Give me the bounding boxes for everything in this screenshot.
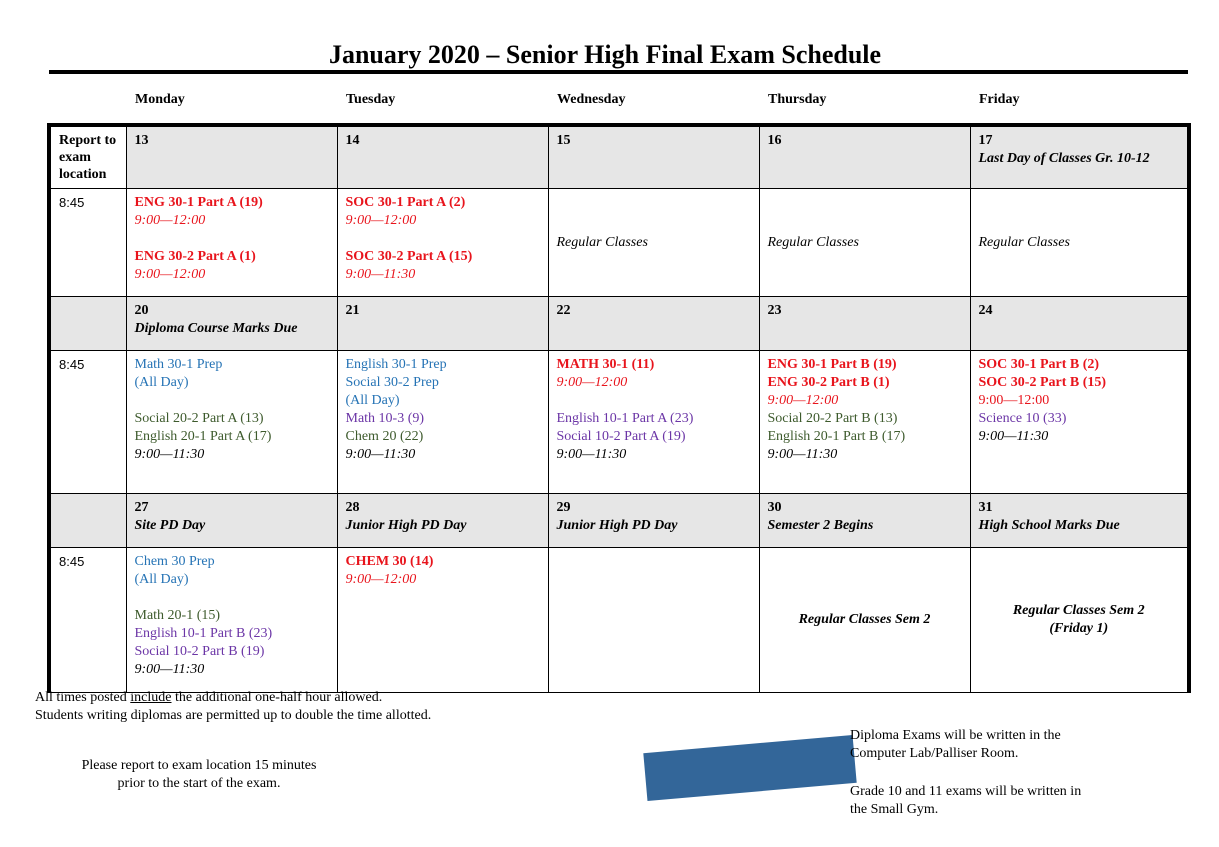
- exam-entry: Social 10-2 Part A (19): [556, 429, 686, 444]
- exam-cell: [970, 351, 1189, 494]
- exam-time: 9:00—12:00: [345, 213, 417, 228]
- exam-entry: English 10-1 Part A (23): [556, 411, 694, 426]
- day-header-tuesday: Tuesday: [346, 92, 396, 107]
- report-time: 8:45: [59, 195, 85, 210]
- date-row-week-1: [49, 125, 1189, 189]
- regular-classes-text: Regular Classes Sem 2: [1012, 603, 1145, 618]
- exam-entry: CHEM 30 (14): [345, 554, 434, 569]
- exam-entry: Science 10 (33): [978, 411, 1067, 426]
- exam-cell: [759, 548, 970, 693]
- date-cell: [759, 297, 970, 351]
- date-row-week-2: [49, 297, 1189, 351]
- note-line: Grade 10 and 11 exams will be written in: [850, 784, 1082, 799]
- exam-entry: English 20-1 Part A (17): [134, 429, 272, 444]
- day-header-wednesday: Wednesday: [557, 92, 626, 107]
- regular-classes-text: Regular Classes Sem 2: [798, 612, 931, 627]
- exam-cell: [970, 548, 1189, 693]
- exam-cell: [970, 189, 1189, 297]
- exam-cell: [759, 351, 970, 494]
- date-number: 14: [345, 133, 360, 148]
- exam-row-week-3: [49, 548, 1189, 693]
- report-note-line: prior to the start of the exam.: [117, 776, 281, 791]
- date-cell: [337, 297, 548, 351]
- exam-time: 9:00—11:30: [767, 447, 838, 462]
- time-cell: [49, 351, 126, 494]
- diploma-location-note: [850, 727, 1061, 763]
- date-cell: [970, 297, 1189, 351]
- exam-cell: [337, 548, 548, 693]
- report-label: Report to exam location: [59, 133, 117, 182]
- note-line: Computer Lab/Palliser Room.: [850, 746, 1019, 761]
- regular-classes-text: Regular Classes: [767, 234, 859, 250]
- date-note: Semester 2 Begins: [767, 518, 874, 533]
- exam-cell: [759, 189, 970, 297]
- date-cell: [970, 494, 1189, 548]
- day-header-monday: Monday: [135, 92, 185, 107]
- exam-time: 9:00—11:30: [345, 447, 416, 462]
- date-cell: [49, 297, 126, 351]
- date-note: Site PD Day: [134, 518, 206, 533]
- date-cell: [49, 494, 126, 548]
- exam-cell: [126, 189, 337, 297]
- exam-entry: MATH 30-1 (11): [556, 357, 655, 372]
- exam-entry: ENG 30-1 Part B (19): [767, 357, 897, 372]
- note-line: the Small Gym.: [850, 802, 939, 817]
- exam-cell: [126, 548, 337, 693]
- date-number: 20: [134, 303, 149, 318]
- exam-time: 9:00—11:30: [556, 447, 627, 462]
- date-cell: [548, 125, 759, 189]
- exam-entry: (All Day): [345, 393, 400, 408]
- exam-schedule-table: [47, 123, 1191, 693]
- date-number: 29: [556, 500, 571, 515]
- report-label-cell: [49, 125, 126, 189]
- exam-cell: [548, 189, 759, 297]
- note-line: Diploma Exams will be written in the: [850, 728, 1061, 743]
- exam-entry: Social 20-2 Part B (13): [767, 411, 898, 426]
- date-cell: [126, 494, 337, 548]
- report-note: [59, 757, 339, 793]
- date-number: 24: [978, 303, 993, 318]
- exam-entry: English 20-1 Part B (17): [767, 429, 906, 444]
- regular-classes-text: Regular Classes: [556, 234, 648, 250]
- exam-entry: (All Day): [134, 572, 189, 587]
- exam-entry: SOC 30-2 Part B (15): [978, 375, 1107, 390]
- time-cell: [49, 189, 126, 297]
- exam-entry: Math 20-1 (15): [134, 608, 221, 623]
- exam-cell: [548, 548, 759, 693]
- exam-time: 9:00—11:30: [134, 662, 205, 677]
- date-number: 31: [978, 500, 993, 515]
- exam-time: 9:00—11:30: [978, 429, 1049, 444]
- date-cell: [759, 125, 970, 189]
- exam-entry: SOC 30-2 Part A (15): [345, 249, 473, 264]
- exam-time: 9:00—12:00: [978, 393, 1050, 408]
- footnote-times: [35, 689, 382, 707]
- exam-time: 9:00—12:00: [134, 267, 206, 282]
- exam-entry: Social 10-2 Part B (19): [134, 644, 265, 659]
- regular-classes-text: Regular Classes: [978, 234, 1070, 250]
- report-time: 8:45: [59, 554, 85, 569]
- exam-time: 9:00—11:30: [345, 267, 416, 282]
- exam-time: 9:00—11:30: [134, 447, 205, 462]
- exam-time: 9:00—12:00: [134, 213, 206, 228]
- date-note: Junior High PD Day: [556, 518, 678, 533]
- exam-time: 9:00—12:00: [556, 375, 628, 390]
- date-number: 22: [556, 303, 571, 318]
- exam-cell: [548, 351, 759, 494]
- date-number: 15: [556, 133, 571, 148]
- exam-entry: Math 30-1 Prep: [134, 357, 223, 372]
- report-note-line: Please report to exam location 15 minutes: [81, 758, 317, 773]
- exam-entry: ENG 30-2 Part A (1): [134, 249, 256, 264]
- day-header-thursday: Thursday: [768, 92, 827, 107]
- page-title: January 2020 – Senior High Final Exam Schedule: [328, 40, 882, 69]
- date-cell: [126, 297, 337, 351]
- date-cell: [548, 494, 759, 548]
- exam-time: 9:00—12:00: [767, 393, 839, 408]
- date-note: Diploma Course Marks Due: [134, 321, 298, 336]
- exam-entry: Social 20-2 Part A (13): [134, 411, 264, 426]
- blue-rectangle-graphic: [643, 735, 856, 801]
- exam-entry: English 10-1 Part B (23): [134, 626, 273, 641]
- date-number: 28: [345, 500, 360, 515]
- exam-entry: ENG 30-1 Part A (19): [134, 195, 263, 210]
- date-number: 13: [134, 133, 149, 148]
- exam-entry: Social 30-2 Prep: [345, 375, 439, 390]
- date-number: 17: [978, 133, 993, 148]
- date-number: 21: [345, 303, 360, 318]
- title-divider: [49, 70, 1188, 74]
- date-note: Junior High PD Day: [345, 518, 467, 533]
- date-cell: [126, 125, 337, 189]
- date-number: 16: [767, 133, 782, 148]
- exam-cell: [337, 351, 548, 494]
- exam-entry: SOC 30-1 Part B (2): [978, 357, 1100, 372]
- exam-time: 9:00—12:00: [345, 572, 417, 587]
- exam-cell: [126, 351, 337, 494]
- footnote-text: All times posted: [35, 690, 131, 705]
- date-number: 27: [134, 500, 149, 515]
- exam-row-week-1: [49, 189, 1189, 297]
- date-note: High School Marks Due: [978, 518, 1120, 533]
- exam-cell: [337, 189, 548, 297]
- date-number: 23: [767, 303, 782, 318]
- date-cell: [337, 125, 548, 189]
- exam-entry: SOC 30-1 Part A (2): [345, 195, 466, 210]
- report-time: 8:45: [59, 357, 85, 372]
- grade-location-note: [850, 783, 1081, 819]
- date-number: 30: [767, 500, 782, 515]
- exam-entry: Chem 30 Prep: [134, 554, 215, 569]
- regular-classes-note: (Friday 1): [1049, 621, 1109, 636]
- footnote-text: the additional one-half hour allowed.: [171, 690, 383, 705]
- date-cell: [548, 297, 759, 351]
- date-note: Last Day of Classes Gr. 10-12: [978, 151, 1150, 166]
- exam-entry: (All Day): [134, 375, 189, 390]
- date-cell: [970, 125, 1189, 189]
- time-cell: [49, 548, 126, 693]
- exam-row-week-2: [49, 351, 1189, 494]
- date-cell: [759, 494, 970, 548]
- footnote-diplomas: Students writing diplomas are permitted up to double the time allotted.: [35, 708, 432, 723]
- day-header-friday: Friday: [979, 92, 1020, 107]
- footnote-underlined: include: [130, 690, 172, 705]
- exam-entry: Math 10-3 (9): [345, 411, 425, 426]
- date-cell: [337, 494, 548, 548]
- date-row-week-3: [49, 494, 1189, 548]
- exam-entry: Chem 20 (22): [345, 429, 424, 444]
- exam-entry: ENG 30-2 Part B (1): [767, 375, 890, 390]
- exam-entry: English 30-1 Prep: [345, 357, 447, 372]
